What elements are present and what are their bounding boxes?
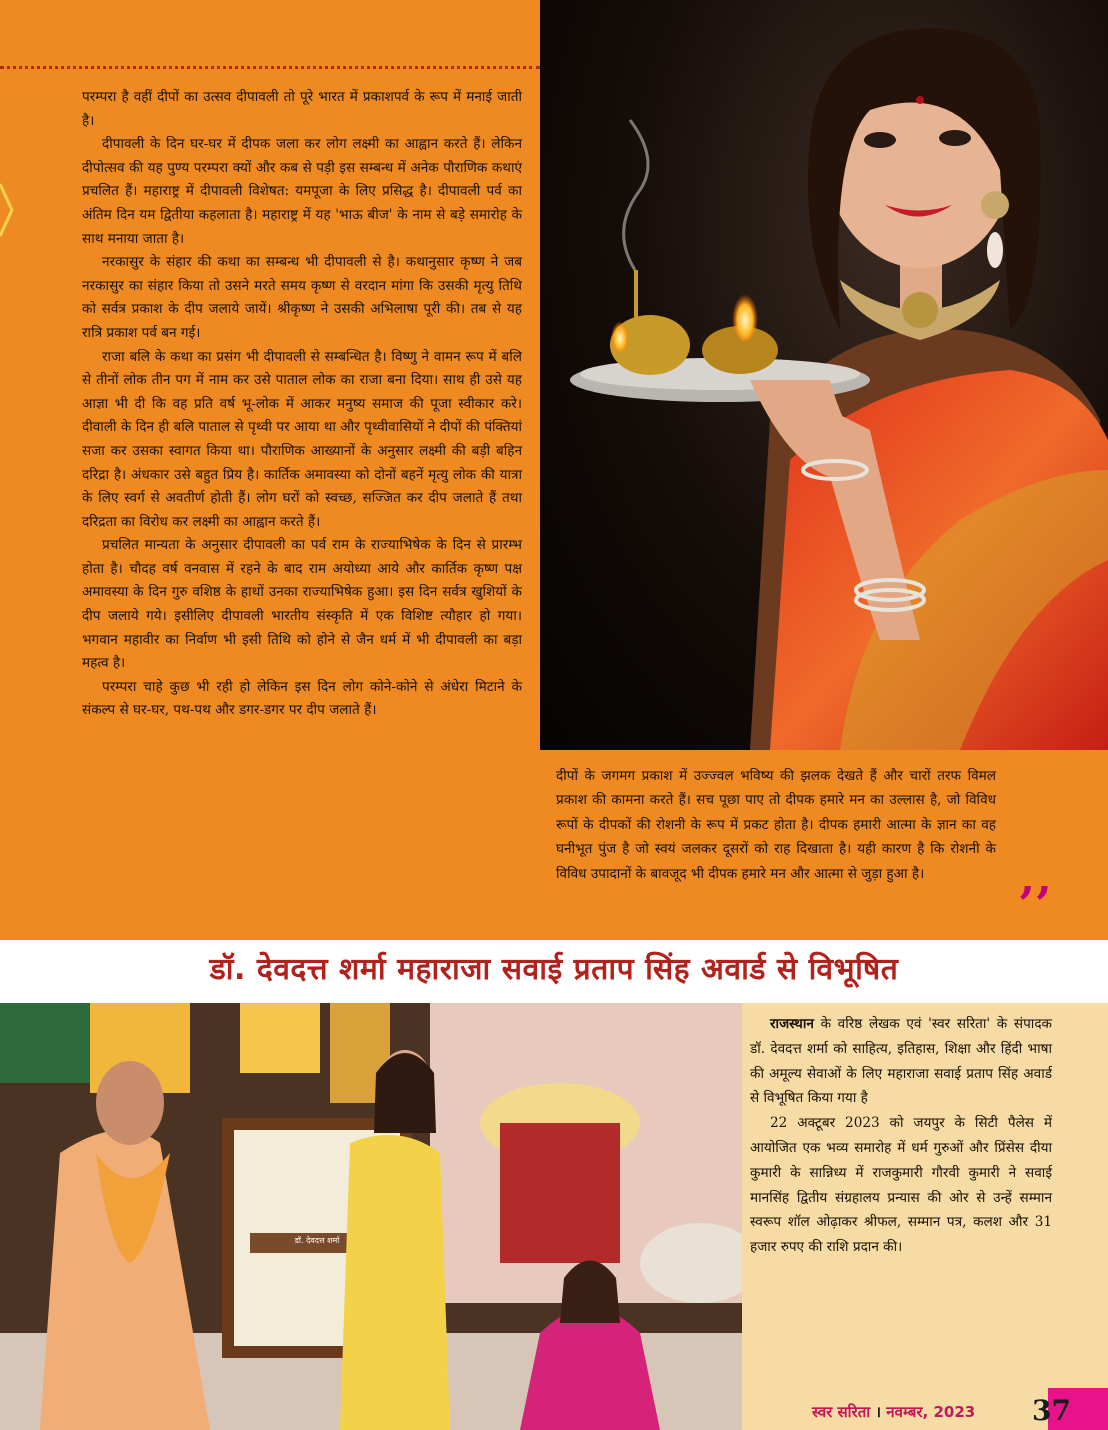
folio-magazine-issue (812, 1402, 1032, 1422)
photo-award-ceremony (0, 1003, 742, 1430)
article-paragraph: प्रचलित मान्यता के अनुसार दीपावली का पर्व राम के राज्याभिषेक के दिन से प्रारम्भ होता है। चौदह वर्ष वनवास में रहने के बाद राम अयोध्या आये और कार्तिक कृष्ण पक्ष अमावस्या के दिन गुरु वशिष्ठ के हाथों उनका राज्याभिषेक हुआ। इस दिन सर्वत्र खुशियों के दीप जलाये गये। इसीलिए दीपावली भारतीय संस्कृति में एक विशिष्ट त्यौहार हो गया। भगवान महावीर का निर्वाण भी इसी तिथि को होने से जैन धर्म में भी दीपावली का बड़ा महत्व है। (82, 537, 522, 672)
certificate-name: डॉ. देवदत्त शर्मा (294, 1236, 340, 1245)
news-lead-paragraph (750, 1012, 1052, 1111)
folio-magazine-name: स्वर सरिता (812, 1403, 871, 1421)
photo-woman-with-diya (540, 0, 1108, 750)
page-number: 37 (1032, 1394, 1071, 1427)
dotted-divider (0, 66, 540, 69)
caption-paragraph: दीपों के जगमग प्रकाश में उज्ज्वल भविष्य की झलक देखते हैं और चारों तरफ विमल प्रकाश की कामना करते हैं। सच पूछा पाए तो दीपक हमारे मन का उल्लास है, जो विविध रूपों के दीपकों की रोशनी के रूप में प्रकट होता है। दीपक हमारी आत्मा के ज्ञान का वह घनीभूत पुंज है जो स्वयं जलकर दूसरों को राह दिखाता है। यही कारण है कि रोशनी के विविध उपादानों के बावजूद भी दीपक हमारे मन और आत्मा से जुड़ा हुआ है। (556, 768, 996, 882)
photo-caption-text (556, 764, 996, 886)
news-body-text (750, 1012, 1052, 1260)
woman-photo-illustration (540, 0, 1108, 750)
article-paragraph: नरकासुर के संहार की कथा का सम्बन्ध भी दीपावली से है। कथानुसार कृष्ण ने जब नरकासुर का संहार किया तो उसने मरते समय कृष्ण से वरदान मांगा कि उसकी मृत्यु तिथि को सर्वत्र प्रकाश के दीप जलाये जायें। श्रीकृष्ण ने उसकी अभिलाषा पूरी की। तब से यह रात्रि प्रकाश पर्व बन गई। (82, 254, 522, 341)
closing-quote-mark: ’’ (1018, 877, 1052, 933)
folio-separator: । (875, 1403, 882, 1421)
folio-issue-date: नवम्बर, 2023 (886, 1403, 976, 1421)
news-headline: डॉ. देवदत्त शर्मा महाराजा सवाई प्रताप सिंह अवार्ड से विभूषित (209, 952, 899, 987)
article-paragraph: परम्परा चाहे कुछ भी रही हो लेकिन इस दिन लोग कोने-कोने से अंधेरा मिटाने के संकल्प से घर-घर, पथ-पथ और डगर-डगर पर दीप जलाते हैं। (82, 678, 522, 719)
article-paragraph: राजा बलि के कथा का प्रसंग भी दीपावली से सम्बन्धित है। विष्णु ने वामन रूप में बलि से तीनों लोक तीन पग में नाम कर उसे पाताल लोक का राजा बना दिया। साथ ही उसे यह आज्ञा भी दी कि वह प्रति वर्ष भू-लोक में आकर मनुष्य समाज की पूजा स्वीकार करे। दीवाली के दिन ही बलि पाताल से पृथ्वी पर आया था और पृथ्वीवासियों ने दीपों की पंक्तियां सजा कर उसका स्वागत किया था। पौराणिक आख्यानों के अनुसार लक्ष्मी की बड़ी बहिन दरिद्रा है। अंधकार उसे बहुत प्रिय है। कार्तिक अमावस्या को दोनों बहनें मृत्यु लोक की यात्रा के लिए स्वर्ग से अवतीर्ण होती हैं। लोग घरों को स्वच्छ, सज्जित कर दीप जलाते हैं तथा दरिद्रता का विरोध कर लक्ष्मी का आह्वान करते हैं। (82, 348, 522, 530)
article-paragraph: परम्परा है वहीं दीपों का उत्सव दीपावली तो पूरे भारत में प्रकाशपर्व के रूप में मनाई जाती है। (82, 89, 522, 129)
award-photo-illustration (0, 1003, 742, 1430)
chevron-ornament-icon (0, 180, 18, 240)
article-paragraph: दीपावली के दिन घर-घर में दीपक जला कर लोग लक्ष्मी का आह्वान करते हैं। लेकिन दीपोत्सव की यह पुण्य परम्परा क्यों और कब से पड़ी इस सम्बन्ध में अनेक पौराणिक कथाएं प्रचलित हैं। महाराष्ट्र में दीपावली विशेषत: यमपूजा के लिए प्रसिद्ध है। दीपावली पर्व का अंतिम दिन यम द्वितीया कहलाता है। महाराष्ट्र में यह 'भाऊ बीज' के नाम से बड़े समारोह के साथ मनाया जाता है। (82, 136, 522, 247)
news-body-paragraph: 22 अक्टूबर 2023 को जयपुर के सिटी पैलेस में आयोजित एक भव्य समारोह में धर्म गुरुओं और प्रिंसेस दीया कुमारी के सान्निध्य में राजकुमारी गौरवी कुमारी ने सवाई मानसिंह द्वितीय संग्रहालय प्रन्यास की ओर से उन्हें सम्मान स्वरूप शॉल ओढ़ाकर श्रीफल, सम्मान पत्र, कलश और 31 हजार रुपए की राशि प्रदान की। (750, 1115, 1052, 1256)
news-lead-bold: राजस्थान (770, 1016, 814, 1032)
article-left-column (82, 86, 522, 723)
news-lead-rest: के वरिष्ठ लेखक एवं 'स्वर सरिता' के संपादक डॉ. देवदत्त शर्मा को साहित्य, इतिहास, शिक्षा और हिंदी भाषा की अमूल्य सेवाओं के लिए महाराजा सवाई प्रताप सिंह अवार्ड से विभूषित किया गया है (750, 1016, 1052, 1107)
